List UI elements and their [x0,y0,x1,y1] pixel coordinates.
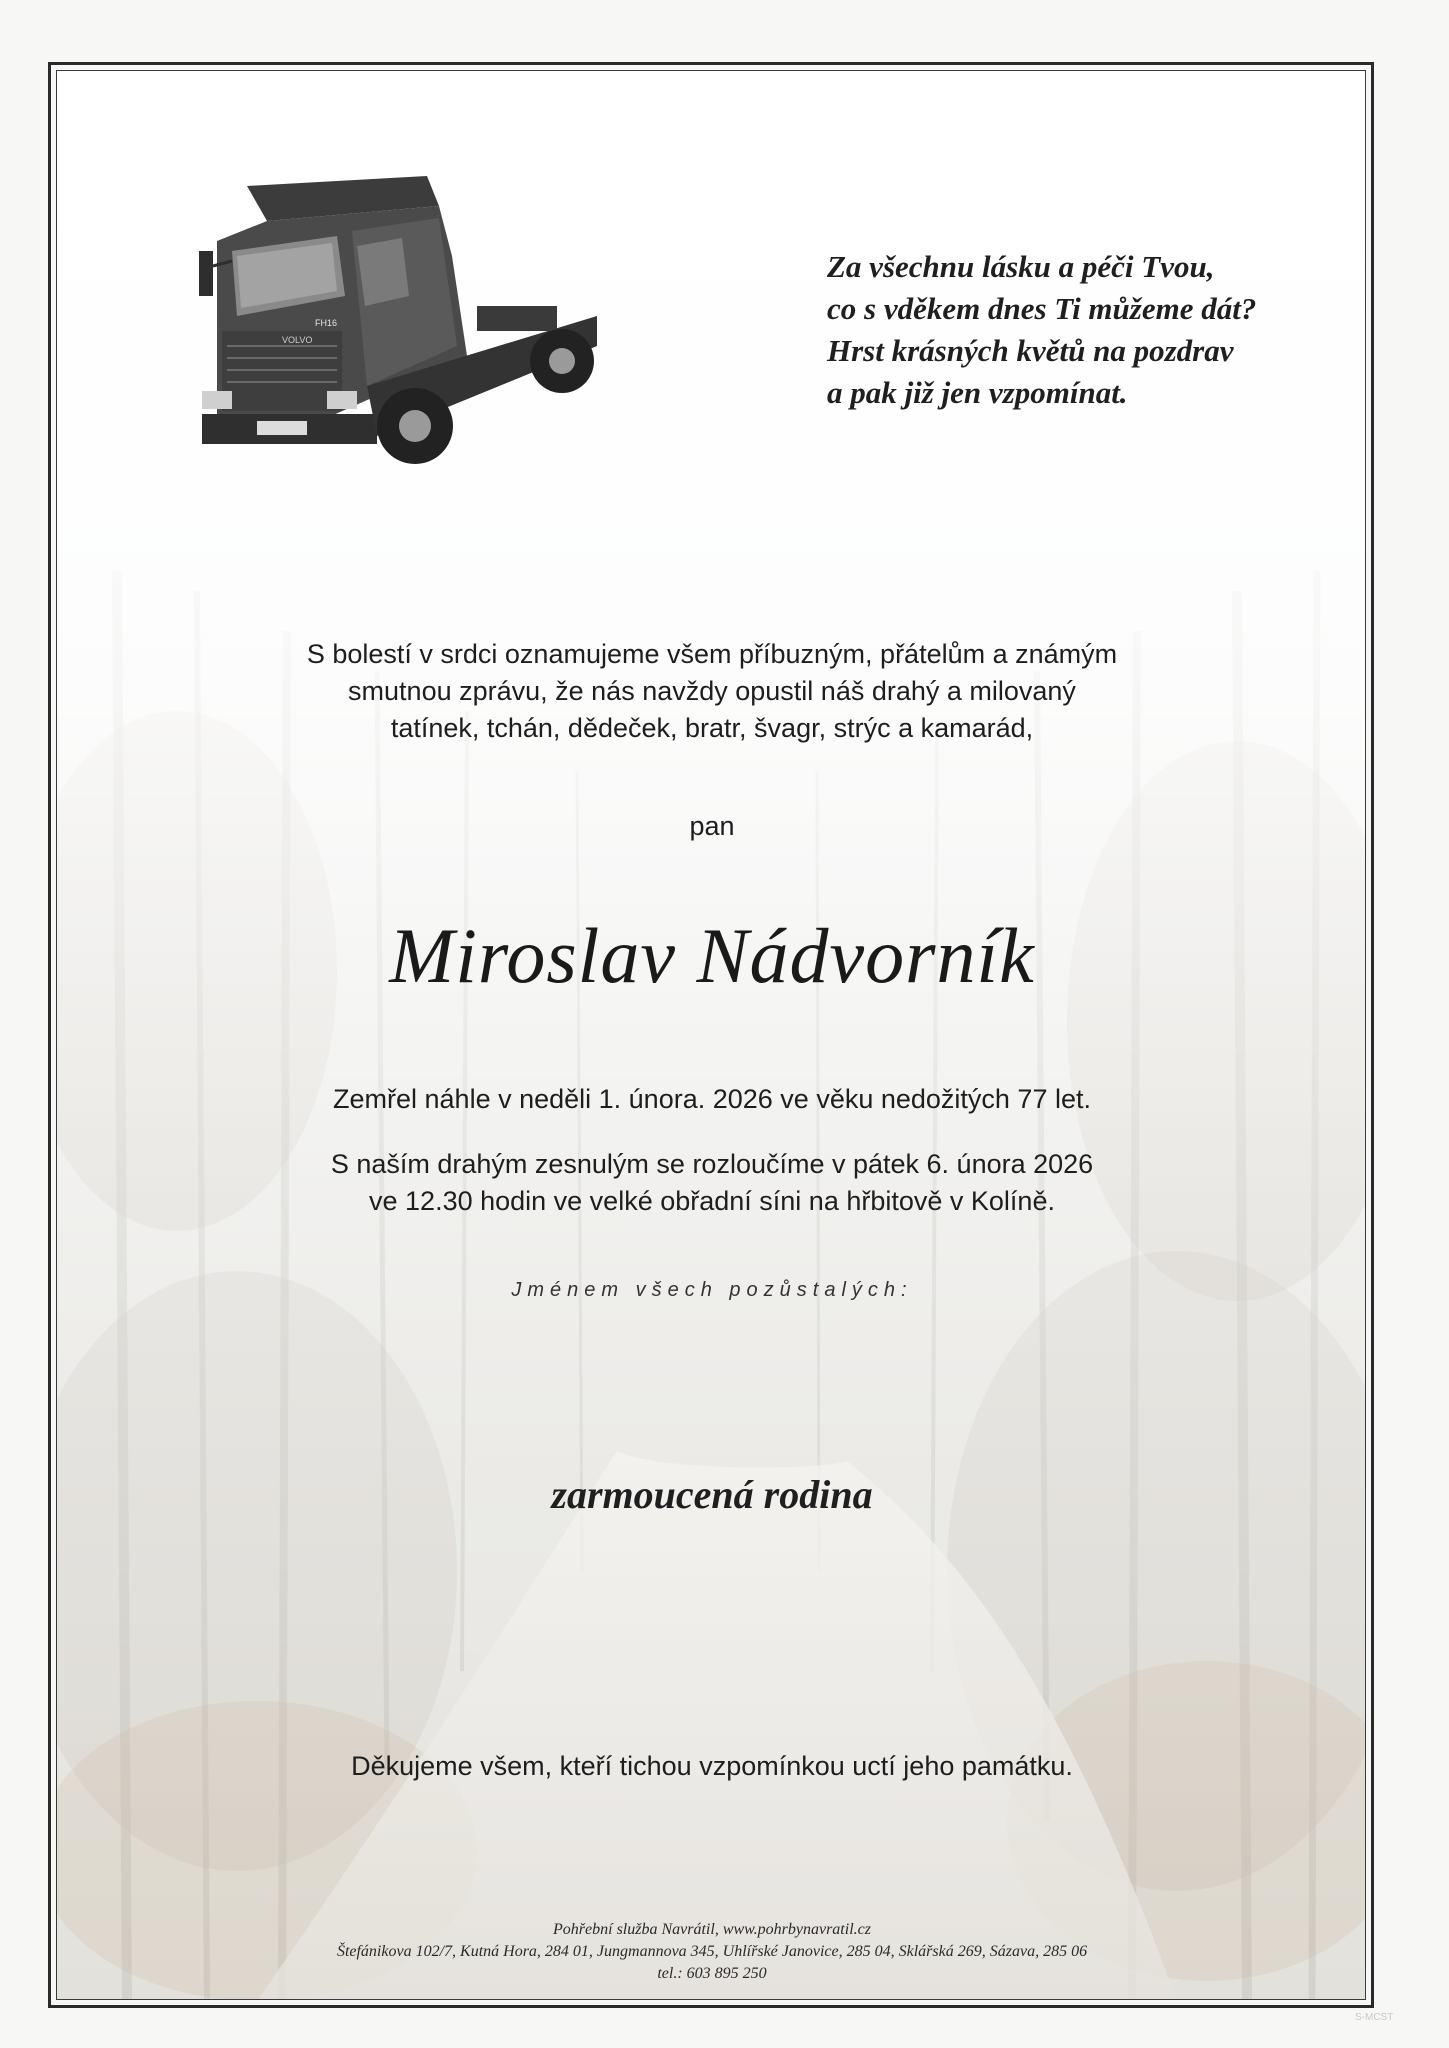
thanks-text: Děkujeme všem, kteří tichou vzpomínkou uctí jeho památku. [351,1751,1073,1781]
poem-line: Hrst krásných květů na pozdrav [827,333,1234,368]
footer-line: tel.: 603 895 250 [657,1965,767,1982]
footer-line: Štefánikova 102/7, Kutná Hora, 284 01, Jungmannova 345, Uhlířské Janovice, 285 04, Sklářská 269, Sázava, 285 06 [336,1943,1088,1960]
on-behalf-label: Jménem všech pozůstalých: [511,1279,913,1301]
death-info: Zemřel náhle v neděli 1. února. 2026 ve věku nedožitých 77 let. [333,1084,1091,1114]
funeral-service-footer [57,1919,1366,1985]
honorific: pan [689,811,735,841]
funeral-line: ve 12.30 hodin ve velké obřadní síni na hřbitově v Kolíně. [369,1186,1055,1216]
announcement-line: smutnou zprávu, že nás navždy opustil náš drahý a milovaný [348,676,1076,706]
funeral-info [57,1146,1366,1220]
truck-model-badge: FH16 [315,318,338,328]
deceased-name: Miroslav Nádvorník [389,912,1035,999]
truck-illustration [177,146,617,486]
poem-line: co s vděkem dnes Ti můžeme dát? [827,291,1257,326]
announcement-line: S bolestí v srdci oznamujeme všem příbuzným, přátelům a známým [306,639,1118,669]
truck-grille-badge: VOLVO [282,335,313,345]
memorial-poem [827,246,1327,414]
funeral-line: S naším drahým zesnulým se rozloučíme v pátek 6. února 2026 [330,1149,1094,1179]
announcement-text [57,636,1366,747]
announcement-line: tatínek, tchán, dědeček, bratr, švagr, strýc a kamarád, [390,713,1034,743]
inner-border [56,70,1366,2000]
corner-stamp: S-MCST [1355,2012,1394,2023]
family-signature: zarmoucená rodina [551,1472,873,1517]
poem-line: a pak již jen vzpomínat. [827,375,1128,410]
poem-line: Za všechnu lásku a péči Tvou, [827,249,1215,284]
footer-line: Pohřební služba Navrátil, www.pohrbynavratil.cz [553,1921,871,1938]
